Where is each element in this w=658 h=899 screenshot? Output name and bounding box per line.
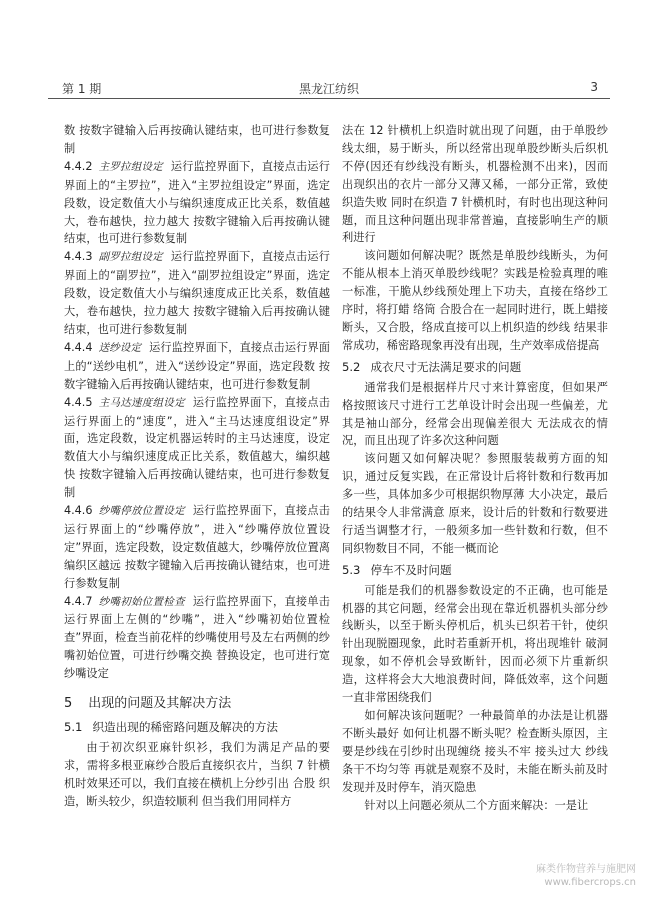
section-heading-5-2 <box>342 359 608 377</box>
paragraph-5-2-problem: 通常我们是根据样片尺寸来计算密度，但如果严格按照该尺寸进行工艺单设计时会出现一些偏差，尤其是袖山部分，经常会出现偏差很大 无法成衣的情况，而且出现了许多次这种问题 <box>342 380 608 448</box>
subsection-title: 送纱设定 <box>98 341 142 354</box>
subsection-title: 纱嘴停放位置设定 <box>98 505 185 518</box>
subsection-4-4-4 <box>64 339 330 394</box>
paragraph-5-3-solution: 如何解决该问题呢？一种最简单的办法是让机器不断头最好 如何让机器不断头呢？检查断头原因，主要是纱线在引纱时出现缠绕 接头不牢 接头过大 纱线条干不均匀等 再就是观察不及时，未能在断头前及时发现并及时停车，消灭隐患 <box>342 709 608 794</box>
subsection-number: 4.4.2 <box>64 159 93 173</box>
right-column <box>342 122 608 814</box>
paragraph-intro: 数 按数字键输入后再按确认键结束，也可进行参数复制 <box>64 124 330 155</box>
subsection-4-4-5 <box>64 394 330 502</box>
header-divider <box>48 98 610 99</box>
subsection-number: 4.4.5 <box>64 395 93 409</box>
site-watermark <box>536 863 636 889</box>
section-title: 成衣尺寸无法满足要求的问题 <box>370 359 522 374</box>
paragraph-continued: 法在 12 针横机上织造时就出现了问题，由于单股纱线太细，易于断头，所以经常出现单股纱断头后织机不停(因还有纱线没有断头，机器检测不出来)，因而出现织出的衣片一部分又薄又稀，一部分正常，致使织造失败 同时在织造 7 针横机时，有时也出现这种问题，而且这种问题出现非常普遍，直接影响生产的顺利进行 <box>342 124 608 245</box>
watermark-url: www.fibercrops.cn <box>544 877 636 888</box>
paragraph-5-3-problem: 可能是我们的机器参数设定的不正确，也可能是机器的其它问题，经常会出现在靠近机器机头部分纱线断头，以至于断头停机后，机头已织若干针，使织针出现脱圈现象，此时若重新开机，将出现堆针 破洞现象，如不停机会导致断针，因而必须下片重新织造，这样将会大大地浪费时间，降低效率，这个问题一直非常困绕我们 <box>342 583 608 705</box>
subsection-4-4-2 <box>64 158 330 249</box>
section-heading-5-3 <box>342 562 608 580</box>
subsection-number: 4.4.7 <box>64 594 93 608</box>
subsection-text: 运行监控界面下，直接点击运行界面上的“纱嘴停放”，进入“纱嘴停放位置设定”界面，选定段数，设定数值越大，纱嘴停放位置离编织区越远 按数字键输入后再按确认键结束，也可进行参数复制 <box>64 504 330 590</box>
section-number: 5 <box>64 696 73 712</box>
paragraph-solution-1: 该问题如何解决呢？既然是单股纱线断头，为何不能从根本上消灭单股纱线呢？实践是检验真理的唯一标准，干脆从纱线预处理上下功夫，直接在络纱工序时，将打蜡 络筒 合股合在一起同时进行，既上蜡接断头，又合股，络成直接可以上机织造的纱线 结果非常成功，稀密路现象再没有出现，生产效率成倍提高 <box>342 249 608 352</box>
subsection-title: 主罗拉组设定 <box>98 160 163 173</box>
issue-number: 第 1 期 <box>62 82 102 96</box>
section-title: 织造出现的稀密路问题及解决的方法 <box>92 720 278 734</box>
subsection-title: 副罗拉组设定 <box>98 251 163 264</box>
subsection-title: 主马达速度组设定 <box>98 396 185 409</box>
section-number: 5.2 <box>342 359 361 374</box>
subsection-4-4-3 <box>64 248 330 339</box>
subsection-4-4-7 <box>64 593 330 684</box>
subsection-text: 运行监控界面下，直接点击运行界面上的“速度”，进入“主马达速度组设定”界面，选定段数，设定机器运转时的主马达速度，设定数值大小与编织速度成正比关系，数值越大，编织越快 按数字键输入后再按确认键结束，也可进行参数复制 <box>64 395 330 500</box>
journal-title: 黑龙江纺织 <box>298 82 359 96</box>
page-number: 3 <box>590 80 598 94</box>
subsection-text: 运行监控界面下，直接单击运行界面上左侧的“纱嘴”，进入“纱嘴初始位置检查”界面，检查当前花样的纱嘴使用号及左右两侧的纱嘴初始位置，可进行纱嘴交换 替换设定，也可进行宽纱嘴设定 <box>64 594 330 681</box>
subsection-4-4-6 <box>64 502 330 593</box>
paragraph-5-3-approach: 针对以上问题必须从二个方面来解决：一是让 <box>364 798 589 812</box>
section-title: 停车不及时问题 <box>370 562 452 577</box>
watermark-name: 麻类作物营养与施肥网 <box>536 864 636 875</box>
left-column <box>64 122 330 811</box>
paragraph-5-2-solution: 该问题又如何解决呢？参照服装裁剪方面的知识，通过反复实践，在正常设计后将针数和行数再加多一些，具体加多少可根据织物厚薄 大小决定，最后的结果令人非常满意 原来，设计后的针数和行数要进行适当调整才行，一般须多加一些针数和行数，但不同织物数目不同，不能一概而论 <box>342 452 608 555</box>
page-header <box>48 80 610 98</box>
section-heading-5 <box>64 695 330 713</box>
subsection-title: 纱嘴初始位置检查 <box>98 595 185 608</box>
subsection-text: 运行监控界面下，直接点击运行界面上的“主罗拉”，进入“主罗拉组设定”界面，选定段数，设定数值大小与编织速度成正比关系，数值越大，卷布越快，拉力越大 按数字键输入后再按确认键结束，也可进行参数复制 <box>64 159 330 246</box>
section-number: 5.3 <box>342 562 361 577</box>
section-heading-5-1 <box>64 719 330 737</box>
section-number: 5.1 <box>64 720 83 734</box>
subsection-number: 4.4.4 <box>64 340 93 354</box>
subsection-number: 4.4.3 <box>64 250 93 264</box>
subsection-number: 4.4.6 <box>64 504 93 518</box>
section-title: 出现的问题及其解决方法 <box>88 696 232 712</box>
subsection-text: 运行监控界面下，直接点击运行界面上的“送纱电机”，进入“送纱设定”界面，选定段数 按数字键输入后再按确认键结束，也可进行参数复制 <box>64 340 330 391</box>
subsection-text: 运行监控界面下，直接点击运行界面上的“副罗拉”，进入“副罗拉组设定”界面，选定段数，设定数值大小与编织速度成正比关系，数值越大，卷布越快，拉力越大 按数字键输入后再按确认键结束，也可进行参数复制 <box>64 250 330 336</box>
paragraph-5-1: 由于初次织亚麻针织衫，我们为满足产品的要求，需将多根亚麻纱合股后直接织衣片，当织 7 针横机时效果还可以，我们直接在横机上分纱引出 合股 织造，断头较少，织造较顺利 但当我们用同样方 <box>64 740 330 808</box>
